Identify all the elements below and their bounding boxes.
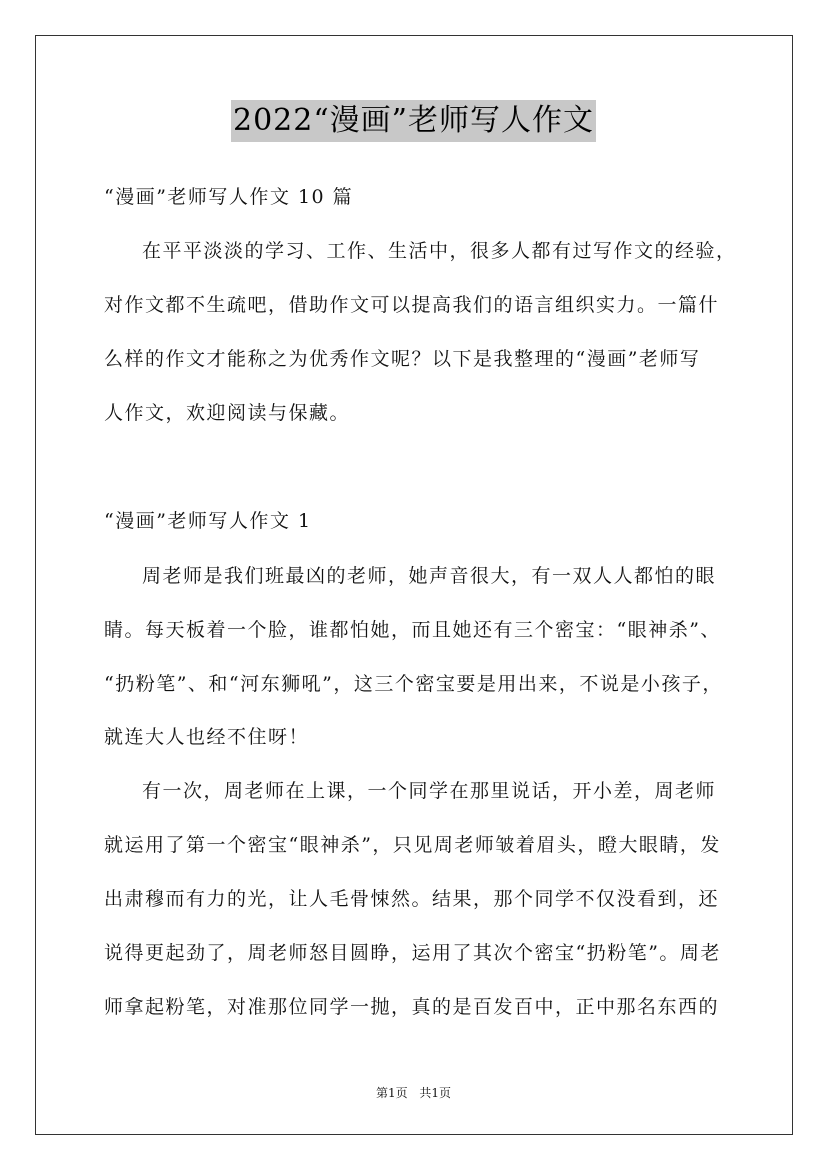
paragraph-line: 出肃穆而有力的光，让人毛骨悚然。结果，那个同学不仅没看到，还 [104,888,720,910]
paragraph-line: 睛。每天板着一个脸，谁都怕她，而且她还有三个密宝：“眼神杀”、 [104,619,721,641]
paragraph-line: 在平平淡淡的学习、工作、生活中，很多人都有过写作文的经验， [142,240,737,262]
paragraph-line: 师拿起粉笔，对准那位同学一抛，真的是百发百中，正中那名东西的 [104,996,720,1018]
title-container [0,100,827,142]
subtitle-line: “漫画”老师写人作文 10 篇 [104,186,354,208]
document-title: 2022“漫画”老师写人作文 [231,100,596,142]
paragraph-line: 对作文都不生疏吧，借助作文可以提高我们的语言组织实力。一篇什 [104,294,720,316]
page-total: 共1页 [419,1086,452,1100]
paragraph-line: 么样的作文才能称之为优秀作文呢？以下是我整理的“漫画”老师写 [104,348,701,370]
paragraph-line: 就运用了第一个密宝“眼神杀”，只见周老师皱着眉头，瞪大眼睛，发 [104,834,721,856]
paragraph-line: “扔粉笔”、和“河东狮吼”，这三个密宝要是用出来，不说是小孩子， [104,673,723,695]
paragraph-line: 就连大人也经不住呀！ [104,726,310,748]
paragraph-line: 说得更起劲了，周老师怒目圆睁，运用了其次个密宝“扔粉笔”。周老 [104,942,721,964]
page-footer [0,1084,827,1101]
paragraph-line: 有一次，周老师在上课，一个同学在那里说话，开小差，周老师 [142,780,717,802]
paragraph-line: 周老师是我们班最凶的老师，她声音很大，有一双人人都怕的眼 [142,565,717,587]
paragraph-line: 人作文，欢迎阅读与保藏。 [104,402,351,424]
section-heading: “漫画”老师写人作文 1 [104,510,312,532]
page-number: 第1页 [375,1086,408,1100]
